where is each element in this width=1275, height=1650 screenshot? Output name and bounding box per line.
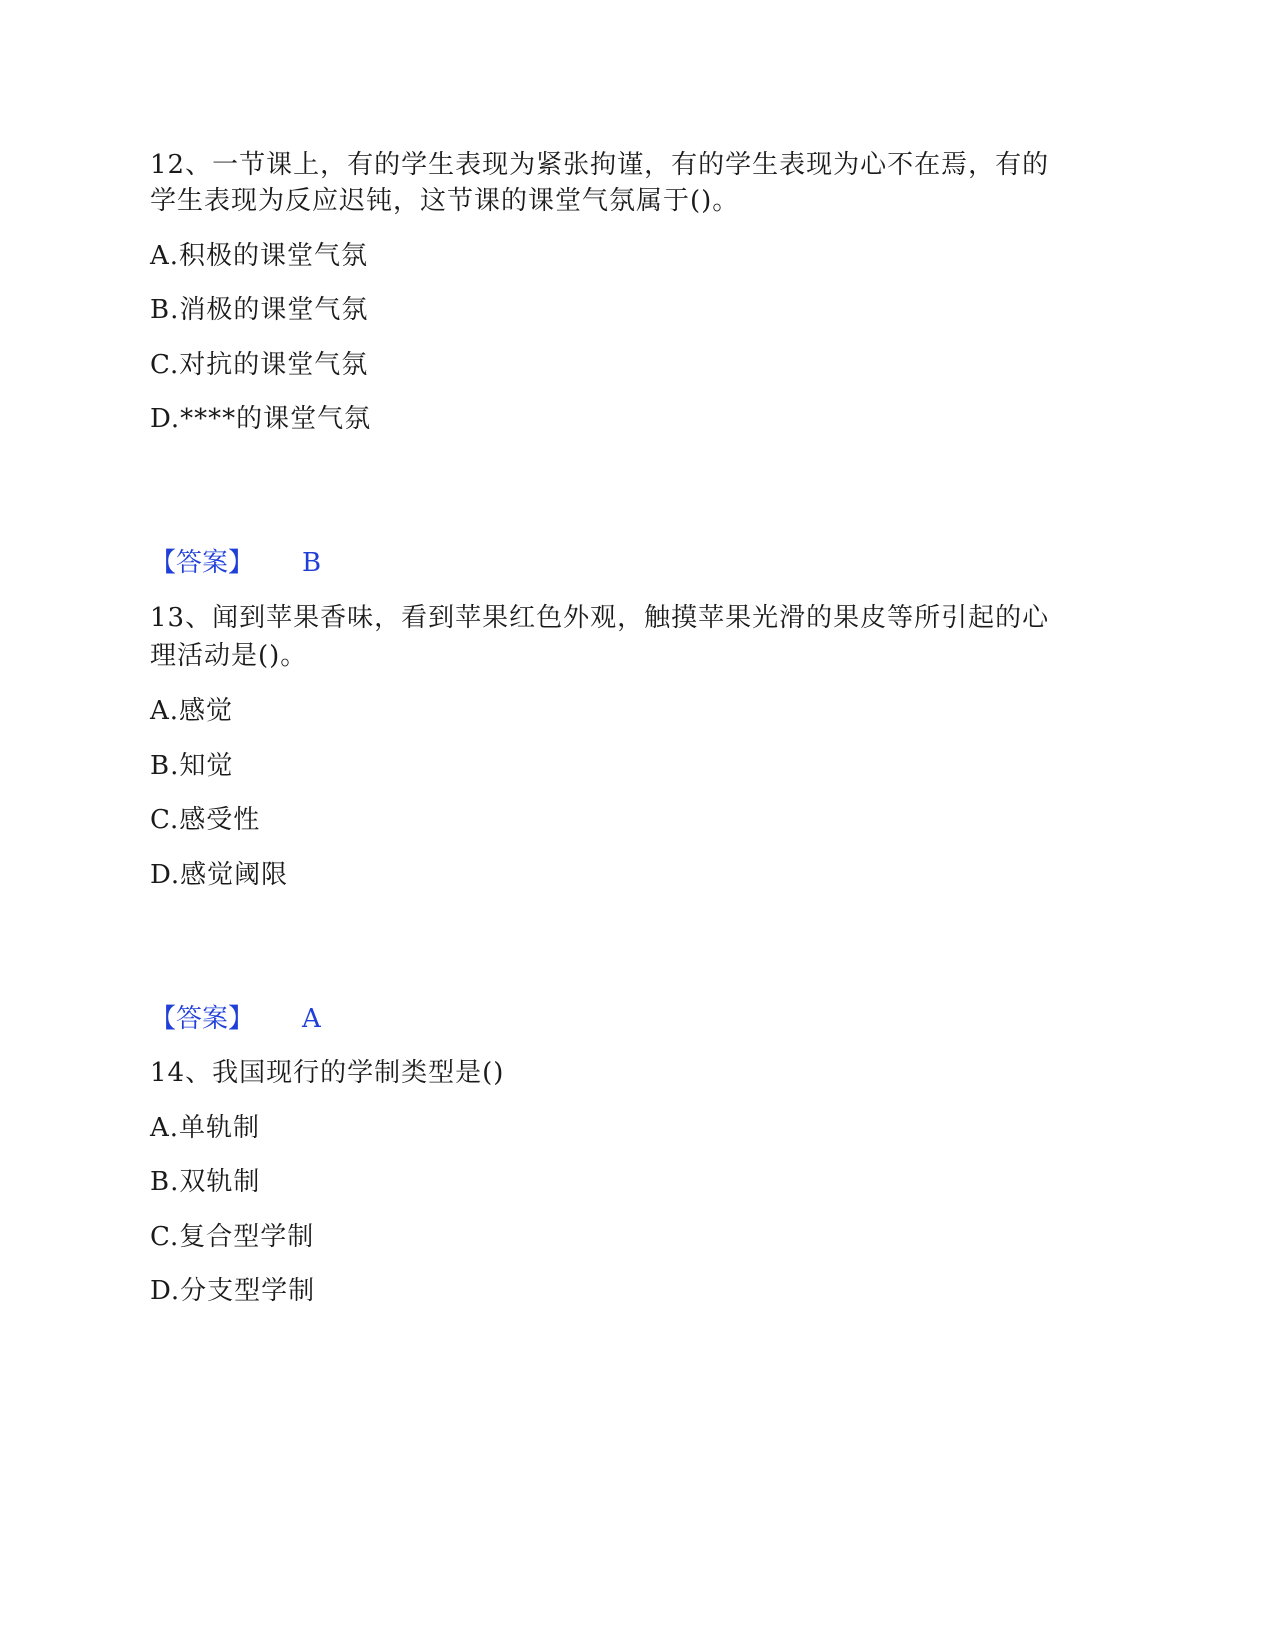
- question-14-option-b: B.双轨制: [150, 1167, 261, 1197]
- question-13-option-b: B.知觉: [150, 751, 234, 781]
- question-13-option-c: C.感受性: [150, 805, 261, 835]
- question-12-line-2: 学生表现为反应迟钝，这节课的课堂气氛属于()。: [150, 186, 740, 216]
- question-12-option-d: D.****的课堂气氛: [150, 404, 372, 434]
- question-13-line-1: 13、闻到苹果香味，看到苹果红色外观，触摸苹果光滑的果皮等所引起的心: [150, 603, 1050, 633]
- answer-value: A: [302, 1004, 321, 1034]
- answer-12: [150, 546, 321, 580]
- question-14-option-c: C.复合型学制: [150, 1222, 315, 1252]
- answer-label: 【答案】: [150, 548, 255, 578]
- answer-value: B: [302, 548, 322, 578]
- question-12-option-a: A.积极的课堂气氛: [150, 241, 369, 271]
- answer-label: 【答案】: [150, 1004, 255, 1034]
- question-13-option-a: A.感觉: [150, 696, 234, 726]
- question-12-option-c: C.对抗的课堂气氛: [150, 350, 369, 380]
- question-12-line-1: 12、一节课上，有的学生表现为紧张拘谨，有的学生表现为心不在焉，有的: [150, 150, 1050, 180]
- question-13-line-2: 理活动是()。: [150, 641, 308, 671]
- question-14-option-a: A.单轨制: [150, 1113, 261, 1143]
- question-13-option-d: D.感觉阈限: [150, 860, 289, 890]
- answer-13: [150, 1002, 321, 1036]
- question-14-line-1: 14、我国现行的学制类型是(): [150, 1058, 505, 1088]
- question-14-option-d: D.分支型学制: [150, 1276, 316, 1306]
- question-12-option-b: B.消极的课堂气氛: [150, 295, 369, 325]
